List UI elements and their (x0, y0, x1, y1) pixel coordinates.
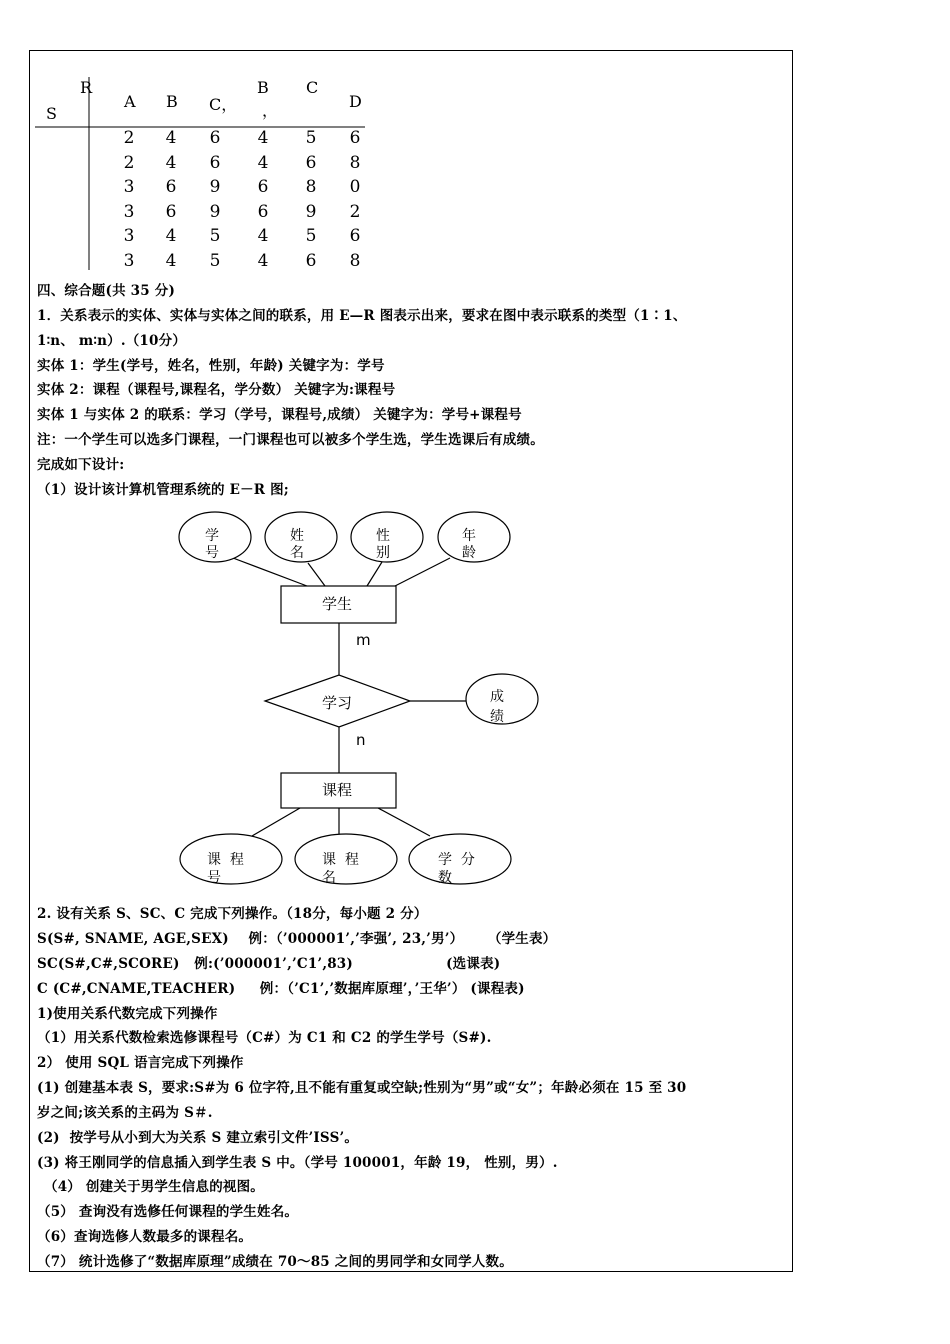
attr-age-label-2: 龄 (462, 545, 476, 561)
link-course-credit (378, 808, 430, 836)
table-cell: 6 (165, 201, 177, 222)
cardinality-n: n (356, 731, 366, 749)
link-name-student (308, 563, 325, 586)
table-cell: 3 (123, 177, 135, 197)
table-cell: 4 (257, 128, 269, 148)
part1-question1: （1）用关系代数检索选修课程号（C#）为 C1 和 C2 的学生学号（S#). (37, 1030, 492, 1046)
table-cell: 0 (349, 177, 361, 197)
link-sex-student (367, 562, 382, 586)
note-text: 注：一个学生可以选多门课程，一门课程也可以被多个学生选，学生选课后有成绩。 (37, 432, 544, 448)
sql-question7: （7） 统计选修了“数据库原理”成绩在 70～85 之间的男同学和女同学人数。 (37, 1254, 513, 1270)
attr-age-label-1: 年 (462, 528, 476, 544)
table-cell: 2 (123, 152, 135, 173)
table-cell: 9 (209, 177, 221, 197)
entity1-text: 实体 1：学生(学号，姓名，性别，年龄) 关键字为：学号 (37, 358, 385, 374)
table-cell: 4 (257, 152, 269, 173)
design-text: 完成如下设计: (37, 457, 125, 473)
design-item1: （1）设计该计算机管理系统的 E－R 图; (37, 482, 289, 498)
table-cell: 8 (349, 250, 361, 271)
link-age-student (395, 558, 450, 586)
table-cell: 9 (209, 201, 221, 222)
header-b1: B (166, 92, 178, 111)
attr-sex-label-1: 性 (376, 528, 390, 544)
table-cell: 6 (209, 152, 221, 173)
corner-r: R (80, 78, 93, 97)
attr-name-label-2: 名 (290, 545, 304, 561)
sql-question2: (2) 按学号从小到大为关系 S 建立索引文件’ISS’。 (37, 1130, 359, 1146)
entity2-text: 实体 2：课程（课程号,课程名，学分数） 关键字为:课程号 (37, 382, 396, 398)
attr-cname-label-1: 课 程 (322, 852, 359, 868)
table-cell: 6 (305, 250, 317, 271)
table-cell: 3 (123, 226, 135, 246)
header-b2: B (257, 78, 269, 97)
table-cell: 6 (257, 201, 269, 222)
attr-sno-label-2: 号 (205, 545, 219, 561)
table-cell: 3 (123, 201, 135, 222)
table-cell: 6 (349, 226, 361, 246)
header-d: D (349, 92, 362, 111)
sql-question1-line2: 岁之间;该关系的主码为 S＃. (37, 1105, 213, 1121)
table-cell: 4 (165, 128, 177, 148)
header-c1: C， (209, 95, 238, 114)
table-cell: 3 (123, 250, 135, 271)
attr-score-label-1: 成 (490, 689, 504, 705)
part1-heading: 1)使用关系代数完成下列操作 (37, 1006, 218, 1022)
table-cell: 5 (305, 226, 317, 246)
corner-s: S (46, 104, 57, 123)
link-course-cno (252, 808, 300, 836)
sql-question4: （4） 创建关于男学生信息的视图。 (44, 1179, 264, 1195)
q2-title: 2. 设有关系 S、SC、C 完成下列操作。（18分，每小题 2 分） (37, 906, 428, 922)
table-cell: 6 (165, 177, 177, 197)
table-cell: 8 (305, 177, 317, 197)
attr-credit-label-1: 学 分 (438, 852, 475, 868)
table-cell: 6 (257, 177, 269, 197)
q1-line2: 1∶n、 m∶n）.（10分） (37, 333, 187, 349)
table-cell: 4 (257, 250, 269, 271)
relation-s: S(S#, SNAME, AGE,SEX) 例：（’000001’,’李强’, 23,’男’） （学生表） (37, 931, 557, 947)
attr-sex-label-2: 别 (376, 545, 390, 561)
attr-name-label-1: 姓 (290, 528, 304, 544)
table-cell: 6 (349, 128, 361, 148)
table-cell: 4 (165, 250, 177, 271)
table-cell: 5 (209, 226, 221, 246)
header-a: A (124, 92, 136, 111)
sql-question3: (3) 将王刚同学的信息插入到学生表 S 中。（学号 100001，年龄 19， 性别，男）. (37, 1155, 558, 1171)
attr-credit-label-2: 数 (438, 870, 452, 886)
sql-question5: （5） 查询没有选修任何课程的学生姓名。 (37, 1204, 299, 1220)
table-cell: 5 (209, 250, 221, 271)
header-c2: C (306, 78, 319, 97)
table-cell: 6 (209, 128, 221, 148)
header-comma: ， (262, 101, 279, 120)
attr-cno-label-1: 课 程 (207, 852, 244, 868)
entity-student-label: 学生 (322, 595, 353, 613)
table-cell: 5 (305, 128, 317, 148)
entity-course-label: 课程 (322, 781, 353, 799)
table-cell: 6 (305, 152, 317, 173)
relation-text: 实体 1 与实体 2 的联系：学习（学号，课程号,成绩） 关键字为：学号+课程号 (37, 407, 522, 423)
section-heading: 四、综合题(共 35 分) (37, 283, 176, 299)
sql-question6: （6）查询选修人数最多的课程名。 (37, 1229, 253, 1245)
table-cell: 4 (165, 226, 177, 246)
table-cell: 2 (349, 201, 361, 222)
relation-sc: SC(S#,C#,SCORE) 例:(’000001’,’C1’,83) (选课表) (37, 956, 501, 972)
attr-cno-label-2: 号 (207, 870, 221, 886)
relationship-study-label: 学习 (322, 694, 353, 712)
table-cell: 2 (123, 128, 135, 148)
sql-question1-line1: (1) 创建基本表 S，要求:S#为 6 位字符,且不能有重复或空缺;性别为“男”或“女”；年龄必须在 15 至 30 (37, 1080, 687, 1096)
table-cell: 9 (305, 201, 317, 222)
part2-heading: 2） 使用 SQL 语言完成下列操作 (37, 1055, 244, 1071)
relation-c: C (C#,CNAME,TEACHER) 例：（’C1’,’数据库原理’，’王华’） (课程表) (37, 981, 525, 997)
attr-cname-label-2: 名 (322, 870, 336, 886)
cardinality-m: m (356, 631, 371, 649)
q1-line1: 1．关系表示的实体、实体与实体之间的联系，用 E—R 图表示出来，要求在图中表示联系的类型（1∶1、 (37, 308, 687, 324)
table-cell: 8 (349, 152, 361, 173)
table-cell: 4 (257, 226, 269, 246)
table-cell: 4 (165, 152, 177, 173)
attr-score-label-2: 绩 (490, 709, 504, 725)
attr-sno-label-1: 学 (205, 528, 219, 544)
